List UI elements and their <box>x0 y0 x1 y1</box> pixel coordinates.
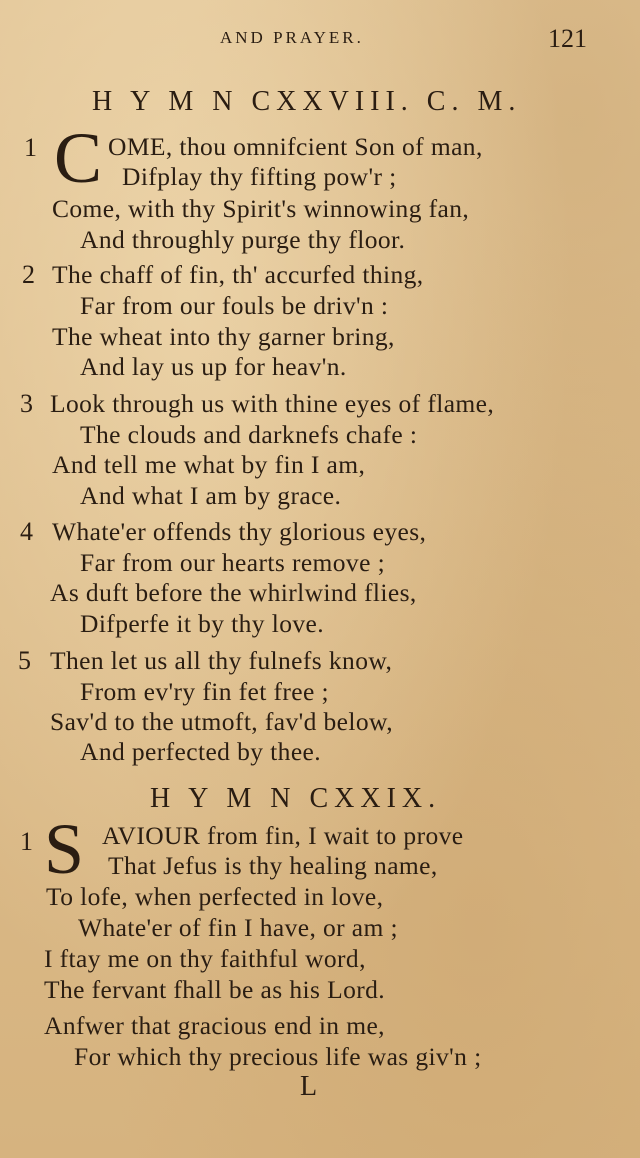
verse-line: Difperfe it by thy love. <box>80 609 324 638</box>
verse-line: And lay us up for heav'n. <box>80 352 347 381</box>
drop-cap: S <box>44 809 85 889</box>
verse-line: As duft before the whirlwind flies, <box>50 578 417 607</box>
verse-line: Difplay thy fifting pow'r ; <box>122 162 397 191</box>
verse-line: Come, with thy Spirit's winnowing fan, <box>52 194 470 223</box>
signature-mark: L <box>300 1071 318 1102</box>
stanza-number: 1 <box>24 133 37 162</box>
stanza-number: 2 <box>22 260 35 289</box>
verse-line: Then let us all thy fulnefs know, <box>50 646 393 675</box>
verse-line: Far from our fouls be driv'n : <box>80 291 389 320</box>
hymn-title: H Y M N CXXIX. <box>150 783 442 814</box>
hymn-title: H Y M N CXXVIII. C. M. <box>92 86 522 117</box>
verse-line: AVIOUR from fin, I wait to prove <box>102 821 464 850</box>
verse-line: The fervant fhall be as his Lord. <box>44 975 386 1004</box>
verse-line: And perfected by thee. <box>80 737 322 766</box>
verse-line: Anfwer that gracious end in me, <box>44 1011 385 1040</box>
verse-line: For which thy precious life was giv'n ; <box>74 1042 482 1071</box>
page-number: 121 <box>548 24 587 53</box>
verse-line: The chaff of fin, th' accurfed thing, <box>52 260 424 289</box>
verse-line: Whate'er offends thy glorious eyes, <box>52 517 427 546</box>
verse-line: To lofe, when perfected in love, <box>46 882 384 911</box>
verse-line: Sav'd to the utmoft, fav'd below, <box>50 707 393 736</box>
stanza-number: 4 <box>20 517 33 546</box>
verse-line: The clouds and darknefs chafe : <box>80 420 418 449</box>
verse-line: That Jefus is thy healing name, <box>108 851 438 880</box>
verse-line: Whate'er of fin I have, or am ; <box>78 913 399 942</box>
verse-line: And tell me what by fin I am, <box>52 450 366 479</box>
stanza-number: 5 <box>18 646 31 675</box>
verse-line: And what I am by grace. <box>80 481 342 510</box>
verse-line: Look through us with thine eyes of flame, <box>50 389 495 418</box>
verse-line: From ev'ry fin fet free ; <box>80 677 329 706</box>
verse-line: OME, thou omnifcient Son of man, <box>108 132 483 161</box>
stanza-number: 3 <box>20 389 33 418</box>
verse-line: And throughly purge thy floor. <box>80 225 406 254</box>
verse-line: Far from our hearts remove ; <box>80 548 386 577</box>
verse-line: I ftay me on thy faithful word, <box>44 944 366 973</box>
drop-cap: C <box>54 118 103 198</box>
verse-line: The wheat into thy garner bring, <box>52 322 395 351</box>
stanza-number: 1 <box>20 827 33 856</box>
running-title: AND PRAYER. <box>220 28 364 47</box>
